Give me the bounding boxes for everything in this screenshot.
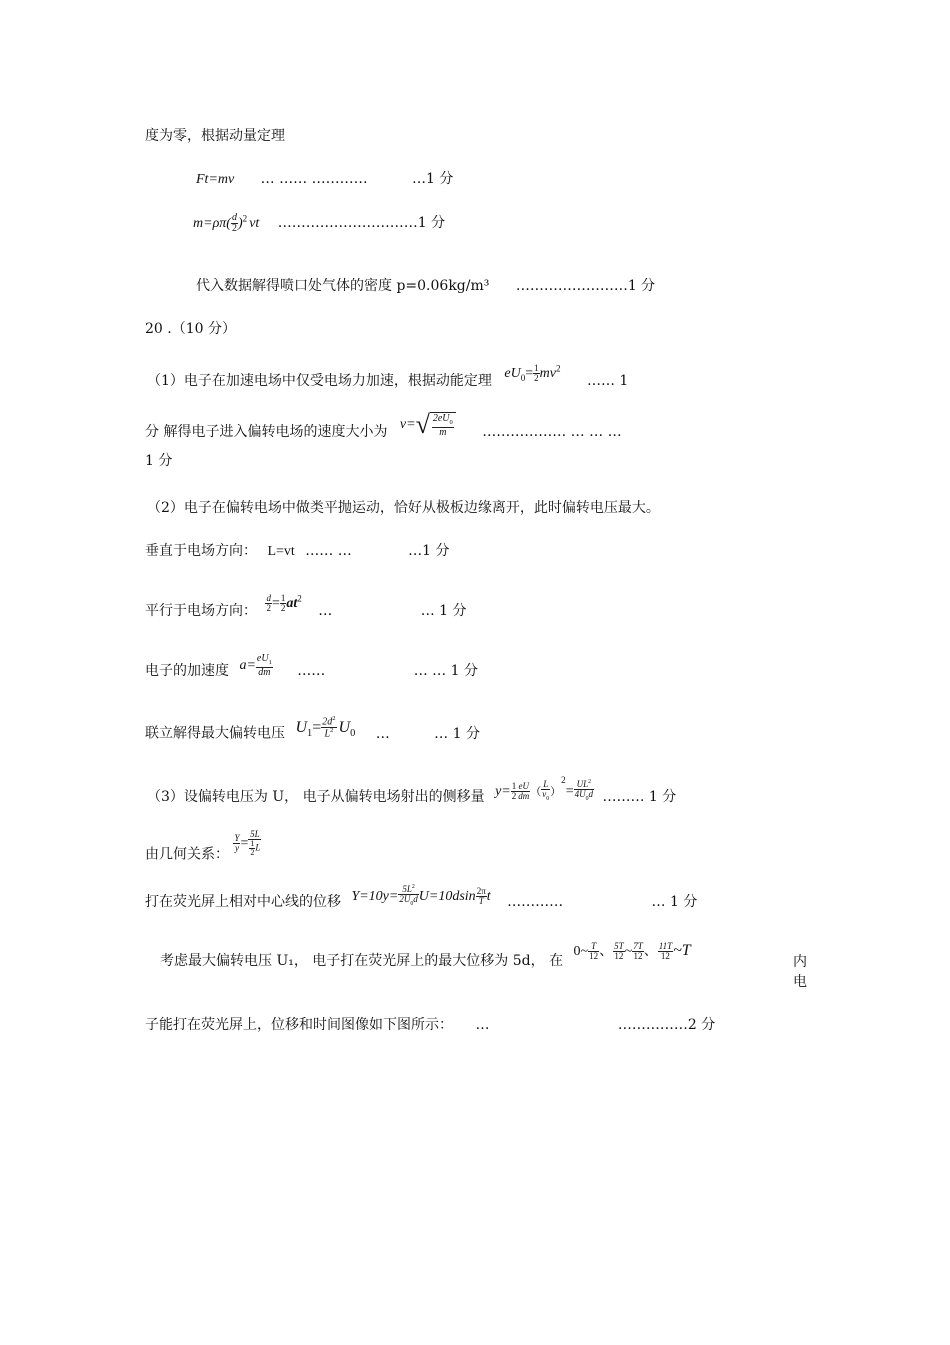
formula-velocity: v=√ $\frac{2eU_0}{m}$ [400, 417, 456, 432]
line-mass-formula: m=ρπ( $\frac{d}{2}$ )$^2$ vt …………………………1 分 [193, 211, 446, 234]
line-max-voltage-note: 考虑最大偏转电压 U₁， 电子打在荧光屏上的最大位移为 5d， 在 0~ $\frac{T}{12}$ 、 $\frac{5T}{12}$ ~ $\frac{7T}{12}$ 、 $\frac{11T}{12}$ ~T [160, 941, 691, 969]
line-momentum-formula [196, 168, 453, 188]
dots: … [475, 1017, 490, 1033]
formula-l-vt: L=vt [267, 544, 295, 559]
dots: …… … [305, 543, 352, 559]
score: ……………… … … … [482, 424, 622, 441]
line-wrap-nei: 内 [793, 954, 807, 970]
formula-deflection: y= $\frac{1}{2}$ $\frac{eU}{dm}$ （ $\frac{L}{v_0}$ ）$^2$= $\frac{UL^2}{4U_0d}$ [495, 775, 594, 803]
formula-kinetic-energy: $eU_0=$ $\frac{1}{2}$ $mv^2$ [504, 363, 561, 384]
line-wrap-dian: 电 [793, 974, 807, 990]
formula-rho-pi: =ρπ( [203, 216, 231, 231]
dots: … …… ………… [260, 171, 368, 187]
dots: … [318, 603, 333, 619]
line-perpendicular: 垂直于电场方向： L=vt …… … …1 分 [145, 543, 450, 559]
score: … 1 分 [651, 894, 698, 910]
formula-m: m [193, 216, 204, 231]
formula-time-intervals: 0~ $\frac{T}{12}$ 、 $\frac{5T}{12}$ ~ $\frac{7T}{12}$ 、 $\frac{11T}{12}$ ~T [573, 941, 691, 962]
formula-ft: Ft=mv [196, 172, 235, 187]
dots: ………… [507, 894, 564, 910]
score: …1 分 [412, 171, 454, 187]
formula-u1: $U_1=$ $\frac{2d^2}{L^2}$ $U_0$ [295, 715, 356, 740]
score: … 1 分 [434, 725, 480, 742]
line-intro: 度为零，根据动量定理 [145, 128, 285, 144]
line-part3-deflection: （3）设偏转电压为 U， 电子从偏转电场射出的侧移量 y= $\frac{1}{2}$ $\frac{eU}{dm}$ （ $\frac{L}{v_0}$ ）$^2$= $\frac{UL^2}{4U_0d}$ ……… 1 分 [147, 775, 677, 805]
formula-displacement: $\frac{d}{2}$ = $\frac{1}{2}$ $at^2$ [266, 593, 302, 614]
score: ……… 1 分 [602, 789, 677, 805]
line-density-result: 代入数据解得喷口处气体的密度 p=0.06kg/m³ ……………………1 分 [196, 278, 656, 294]
formula-screen-displacement: Y=10y= $\frac{5L^2}{2U_0d}$ U=10dsin $\frac{2\pi}{T}$ t [351, 884, 491, 908]
dots: …… [297, 663, 326, 679]
score: … 1 分 [420, 603, 467, 619]
line-acceleration: 电子的加速度 a= $\frac{eU_1}{dm}$ …… … … 1 分 [145, 653, 478, 679]
line-part1-energy: （1）电子在加速电场中仅受电场力加速，根据动能定理 $eU_0=$ $\frac{1}{2}$ $mv^2$ …… 1 [147, 363, 629, 389]
line-velocity: 分 解得电子进入偏转电场的速度大小为 v=√ $\frac{2eU_0}{m}$ ……………… … … … [145, 410, 622, 441]
score: …………………………1 分 [277, 215, 446, 231]
score: ……………2 分 [617, 1017, 716, 1033]
question-20-header: 20 .（10 分） [145, 321, 236, 337]
line-parallel: 平行于电场方向： $\frac{d}{2}$ = $\frac{1}{2}$ $at^2$ … … 1 分 [145, 593, 467, 619]
dots: … [375, 725, 390, 742]
score: …… 1 [586, 373, 629, 389]
score: …1 分 [408, 543, 450, 559]
line-max-voltage: 联立解得最大偏转电压 $U_1=$ $\frac{2d^2}{L^2}$ $U_0$ … … 1 分 [145, 715, 480, 742]
line-graph-note: 子能打在荧光屏上，位移和时间图像如下图所示： … ……………2 分 [145, 1017, 716, 1033]
line-part2-intro: （2）电子在偏转电场中做类平抛运动，恰好从极板边缘离开，此时偏转电压最大。 [147, 500, 660, 516]
score: ……………………1 分 [515, 278, 656, 294]
fraction-d-over-2: $\frac{d}{2}$ [231, 211, 237, 234]
formula-acceleration: a= $\frac{eU_1}{dm}$ [239, 653, 272, 678]
line-screen-displacement: 打在荧光屏上相对中心线的位移 Y=10y= $\frac{5L^2}{2U_0d}$ U=10dsin $\frac{2\pi}{T}$ t ………… … 1 分 [145, 884, 698, 910]
formula-geometry: $\frac{Y}{y}$ = 5L $\frac{1}{2}$ L [234, 829, 261, 857]
score: … … 1 分 [413, 663, 478, 679]
line-velocity-score: 1 分 [145, 453, 173, 469]
line-geometry: 由几何关系： $\frac{Y}{y}$ = 5L $\frac{1}{2}$ L [145, 829, 261, 863]
